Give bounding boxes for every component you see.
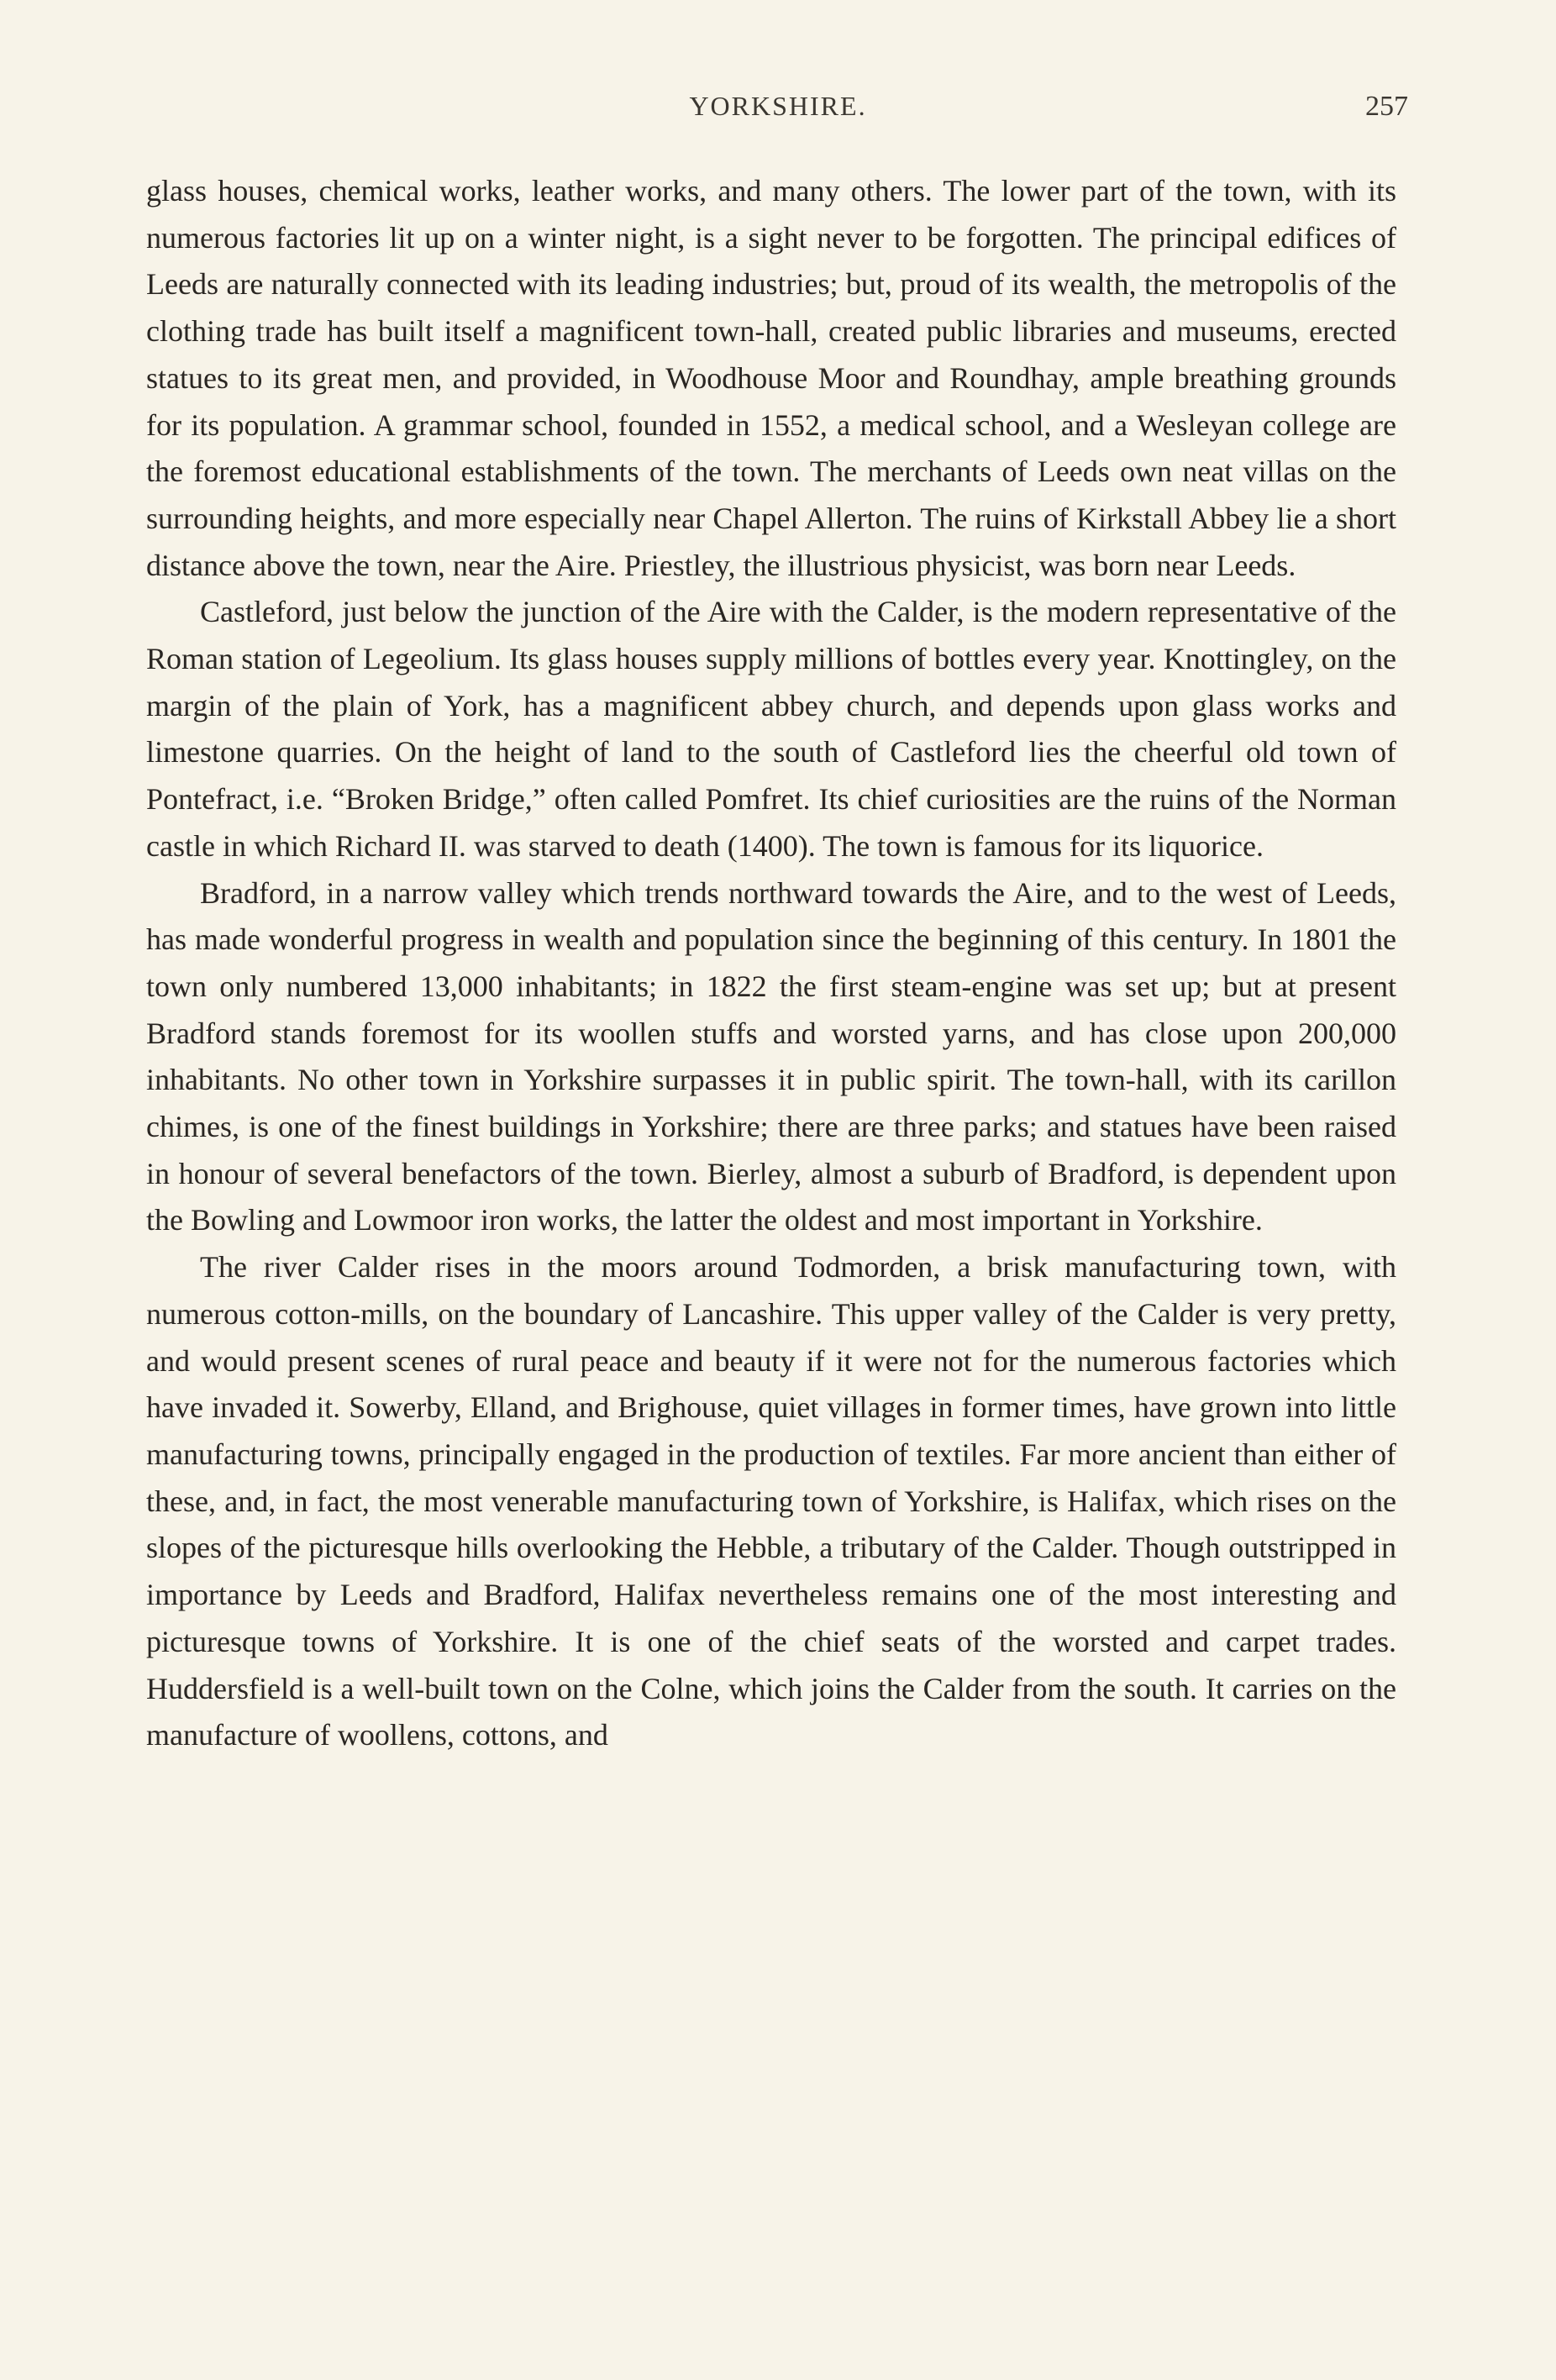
paragraph-calder: The river Calder rises in the moors around Todmorden, a brisk manufacturing town, with numerous cotton-mills, on the boundary of Lancashire. This upper valley of the Calder is very pretty, and would present scenes of rural peace and beauty if it were not for the numerous factories which have invaded it. Sowerby, Elland, and Brighouse, quiet villages in former times, have grown into little manufacturing towns, principally engaged in the production of textiles. Far more ancient than either of these, and, in fact, the most venerable manufacturing town of Yorkshire, is Halifax, which rises on the slopes of the picturesque hills overlooking the Hebble, a tributary of the Calder. Though outstripped in importance by Leeds and Bradford, Halifax nevertheless remains one of the most interesting and picturesque towns of Yorkshire. It is one of the chief seats of the worsted and carpet trades. Huddersfield is a well-built town on the Colne, which joins the Calder from the south. It carries on the manufacture of woollens, cottons, and	[146, 1250, 1396, 1752]
paragraph-leeds: glass houses, chemical works, leather works, and many others. The lower part of the town, with its numerous factories lit up on a winter night, is a sight never to be forgotten. The principal edifices of Leeds are naturally connected with its leading industries; but, proud of its wealth, the metropolis of the clothing trade has built itself a magnificent town-hall, created public libraries and museums, erected statues to its great men, and provided, in Woodhouse Moor and Roundhay, ample breathing grounds for its population. A grammar school, founded in 1552, a medical school, and a Wesleyan college are the foremost educational establishments of the town. The merchants of Leeds own neat villas on the surrounding heights, and more especially near Chapel Allerton. The ruins of Kirkstall Abbey lie a short distance above the town, near the Aire. Priestley, the illustrious physicist, was born near Leeds.	[146, 174, 1396, 582]
page-number: 257	[1365, 91, 1408, 122]
paragraph-bradford: Bradford, in a narrow valley which trends northward towards the Aire, and to the west of Leeds, has made wonderful progress in wealth and population since the beginning of this century. In 1801 the town only numbered 13,000 inhabitants; in 1822 the first steam-engine was set up; but at present Bradford stands foremost for its woollen stuffs and worsted yarns, and has close upon 200,000 inhabitants. No other town in Yorkshire surpasses it in public spirit. The town-hall, with its carillon chimes, is one of the finest buildings in Yorkshire; there are three parks; and statues have been raised in honour of several benefactors of the town. Bierley, almost a suburb of Bradford, is dependent upon the Bowling and Lowmoor iron works, the latter the oldest and most important in Yorkshire.	[146, 875, 1396, 1237]
body-text	[146, 168, 1396, 1759]
running-head	[148, 91, 1408, 124]
paragraph-castleford: Castleford, just below the junction of the Aire with the Calder, is the modern representative of the Roman station of Legeolium. Its glass houses supply millions of bottles every year. Knottingley, on the margin of the plain of York, has a magnificent abbey church, and depends upon glass works and limestone quarries. On the height of land to the south of Castleford lies the cheerful old town of Pontefract, i.e. “Broken Bridge,” often called Pomfret. Its chief curiosities are the ruins of the Norman castle in which Richard II. was starved to death (1400). The town is famous for its liquorice.	[146, 595, 1396, 863]
running-title: YORKSHIRE.	[689, 91, 867, 121]
